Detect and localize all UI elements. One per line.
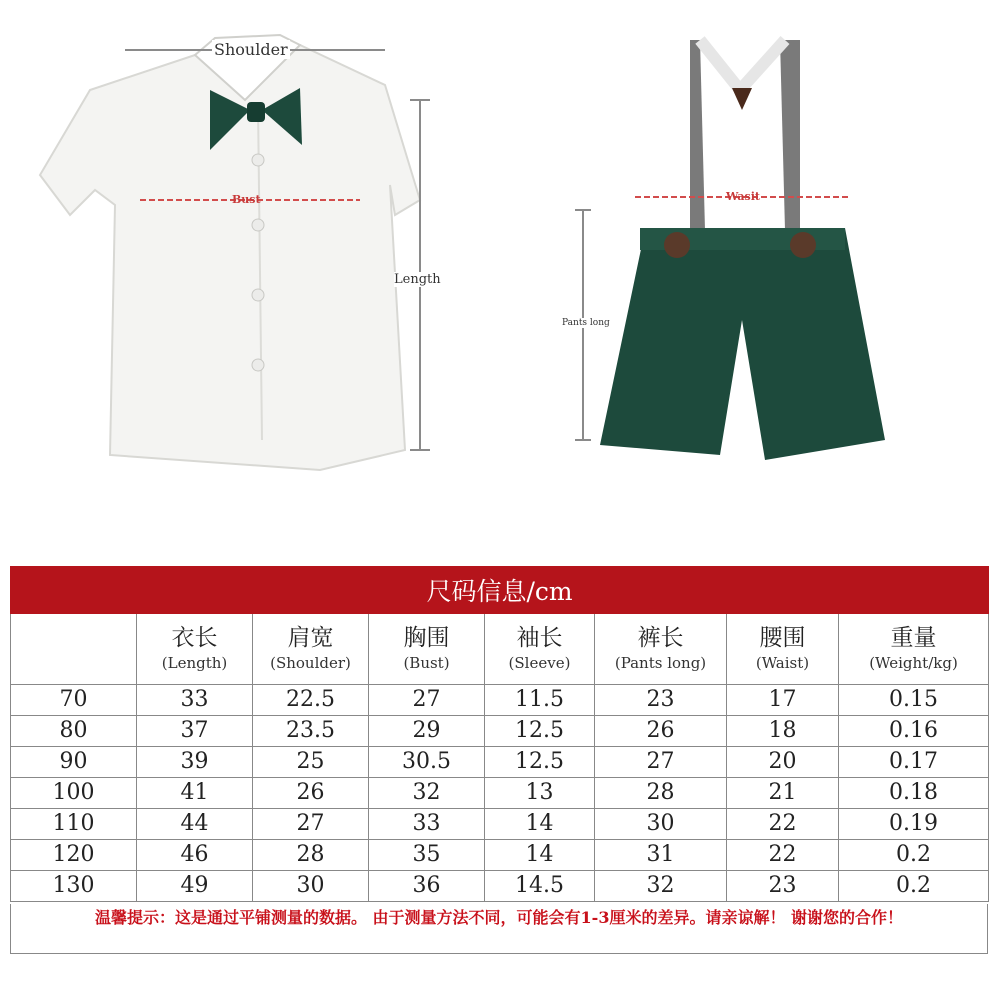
table-cell: 32 <box>369 778 485 809</box>
table-cell: 18 <box>727 716 839 747</box>
table-row <box>11 778 989 809</box>
table-header-row <box>11 614 989 685</box>
table-row <box>11 685 989 716</box>
table-cell: 14.5 <box>485 871 595 902</box>
table-cell: 23 <box>595 685 727 716</box>
column-header-3 <box>369 614 485 685</box>
table-cell: 49 <box>137 871 253 902</box>
table-cell: 0.15 <box>839 685 989 716</box>
size-cell: 90 <box>11 747 137 778</box>
table-row <box>11 716 989 747</box>
table-cell: 35 <box>369 840 485 871</box>
table-cell: 13 <box>485 778 595 809</box>
table-cell: 0.2 <box>839 871 989 902</box>
column-header-en: (Sleeve) <box>508 654 571 672</box>
table-cell: 33 <box>369 809 485 840</box>
column-header-cn: 腰围 <box>759 625 806 651</box>
table-cell: 29 <box>369 716 485 747</box>
note-text: 温馨提示：这是通过平铺测量的数据。 由于测量方法不同，可能会有1-3厘米的差异。请亲谅解！ 谢谢您的合作！ <box>10 904 988 954</box>
column-header-en: (Shoulder) <box>270 654 351 672</box>
table-cell: 20 <box>727 747 839 778</box>
column-header-cn: 裤长 <box>637 625 684 651</box>
shirt-illustration <box>40 35 420 470</box>
size-cell: 120 <box>11 840 137 871</box>
table-cell: 37 <box>137 716 253 747</box>
table-cell: 26 <box>595 716 727 747</box>
table-cell: 30 <box>595 809 727 840</box>
table-row <box>11 747 989 778</box>
table-cell: 22 <box>727 840 839 871</box>
table-cell: 11.5 <box>485 685 595 716</box>
table-row <box>11 809 989 840</box>
size-cell: 80 <box>11 716 137 747</box>
table-cell: 27 <box>369 685 485 716</box>
column-header-6 <box>727 614 839 685</box>
column-header-7 <box>839 614 989 685</box>
table-cell: 23 <box>727 871 839 902</box>
size-table <box>10 566 988 902</box>
table-cell: 0.19 <box>839 809 989 840</box>
column-header-cn: 重量 <box>890 625 937 651</box>
table-cell: 30 <box>253 871 369 902</box>
column-header-cn: 衣长 <box>171 625 218 651</box>
table-cell: 36 <box>369 871 485 902</box>
column-header-0 <box>11 614 137 685</box>
size-cell: 130 <box>11 871 137 902</box>
size-cell: 70 <box>11 685 137 716</box>
shoulder-label: Shoulder <box>214 40 288 59</box>
table-cell: 41 <box>137 778 253 809</box>
column-header-cn: 袖长 <box>516 625 563 651</box>
column-header-en: (Waist) <box>755 654 810 672</box>
column-header-5 <box>595 614 727 685</box>
table-cell: 22 <box>727 809 839 840</box>
table-cell: 14 <box>485 809 595 840</box>
table-cell: 0.16 <box>839 716 989 747</box>
table-cell: 23.5 <box>253 716 369 747</box>
pants-long-label: Pants long <box>562 318 610 328</box>
table-row <box>11 871 989 902</box>
column-header-en: (Bust) <box>403 654 450 672</box>
length-label: Length <box>394 272 441 287</box>
column-header-en: (Weight/kg) <box>869 654 958 672</box>
column-header-1 <box>137 614 253 685</box>
table-cell: 12.5 <box>485 747 595 778</box>
shorts-illustration <box>600 40 885 460</box>
table-cell: 31 <box>595 840 727 871</box>
table-cell: 39 <box>137 747 253 778</box>
table-cell: 33 <box>137 685 253 716</box>
column-header-en: (Length) <box>161 654 228 672</box>
table-cell: 0.17 <box>839 747 989 778</box>
table-cell: 17 <box>727 685 839 716</box>
table-cell: 30.5 <box>369 747 485 778</box>
column-header-cn: 肩宽 <box>287 625 334 651</box>
column-header-cn: 胸围 <box>403 625 450 651</box>
table-cell: 26 <box>253 778 369 809</box>
table-cell: 0.18 <box>839 778 989 809</box>
table-cell: 21 <box>727 778 839 809</box>
table-cell: 46 <box>137 840 253 871</box>
table-cell: 28 <box>253 840 369 871</box>
table-cell: 25 <box>253 747 369 778</box>
table-cell: 32 <box>595 871 727 902</box>
size-cell: 110 <box>11 809 137 840</box>
column-header-2 <box>253 614 369 685</box>
table-cell: 44 <box>137 809 253 840</box>
table-cell: 27 <box>253 809 369 840</box>
table-cell: 22.5 <box>253 685 369 716</box>
size-cell: 100 <box>11 778 137 809</box>
column-header-4 <box>485 614 595 685</box>
table-cell: 27 <box>595 747 727 778</box>
table-cell: 12.5 <box>485 716 595 747</box>
table-cell: 0.2 <box>839 840 989 871</box>
column-header-en: (Pants long) <box>614 654 707 672</box>
bust-label: Bust <box>232 193 261 206</box>
table-cell: 28 <box>595 778 727 809</box>
table-title: 尺码信息/cm <box>11 567 989 614</box>
waist-label: Wasit <box>726 190 760 203</box>
table-cell: 14 <box>485 840 595 871</box>
table-row <box>11 840 989 871</box>
